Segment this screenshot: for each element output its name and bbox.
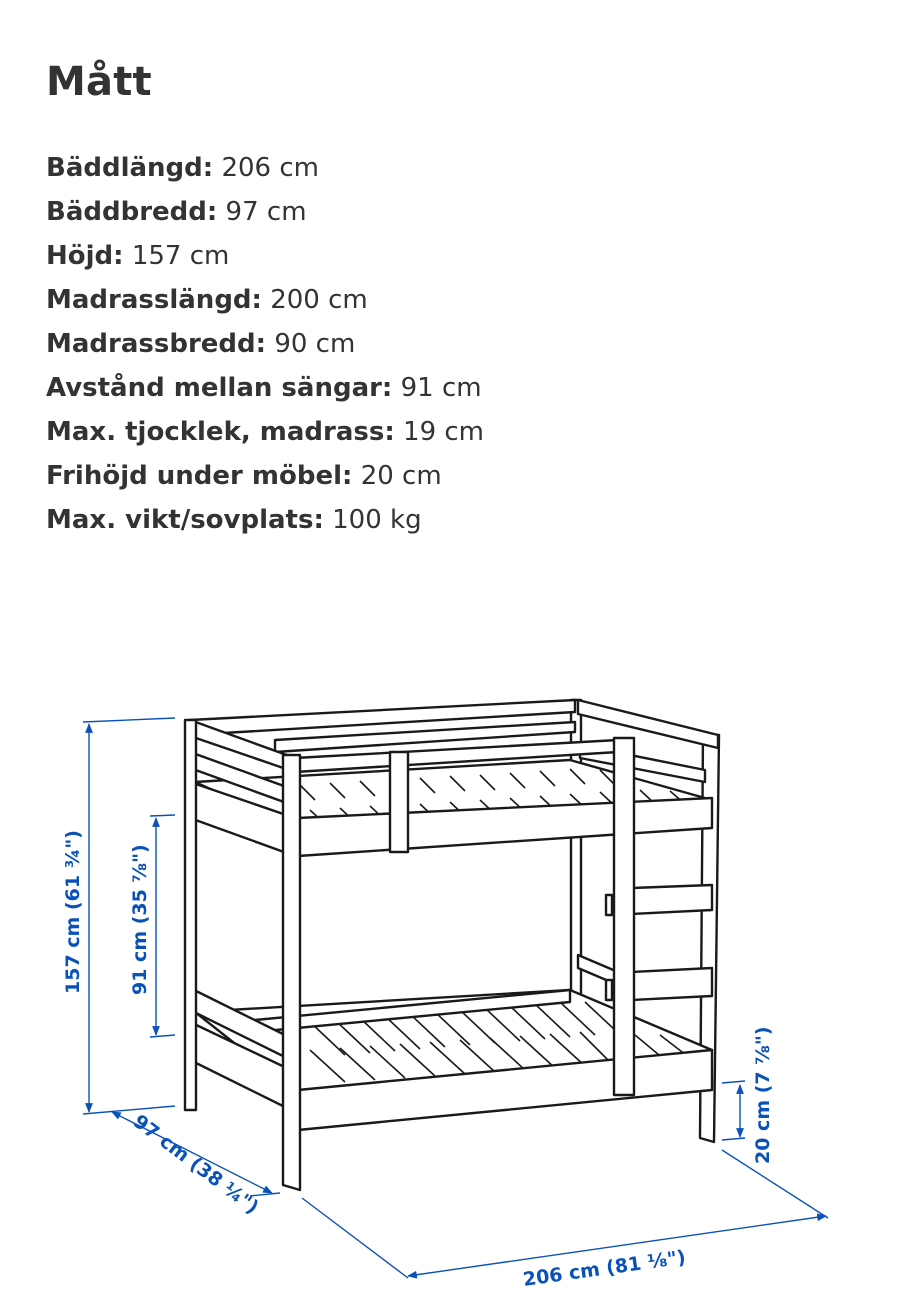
spec-row-clearance	[46, 456, 484, 500]
spec-value: 157 cm	[131, 241, 230, 271]
height-dimension-label: 157 cm (61 ¾")	[62, 830, 84, 994]
clearance-dimension-label: 20 cm (7 ⅞")	[752, 1026, 774, 1164]
spec-row-bed-length	[46, 148, 484, 192]
spec-row-mattress-width	[46, 324, 484, 368]
spec-label: Max. vikt/sovplats:	[46, 505, 324, 535]
spec-value: 200 cm	[270, 285, 368, 315]
spec-label: Bäddlängd:	[46, 153, 214, 183]
spec-row-bed-width	[46, 192, 484, 236]
spec-value: 90 cm	[274, 329, 356, 359]
spec-label: Max. tjocklek, madrass:	[46, 417, 395, 447]
spec-row-height	[46, 236, 484, 280]
spec-row-bed-spacing	[46, 368, 484, 412]
spec-label: Höjd:	[46, 241, 124, 271]
spec-label: Frihöjd under möbel:	[46, 461, 353, 491]
spec-value: 206 cm	[221, 153, 319, 183]
spec-label: Madrassbredd:	[46, 329, 267, 359]
bed-spacing-dimension-label: 91 cm (35 ⅞")	[129, 844, 151, 995]
spec-row-max-weight	[46, 500, 484, 544]
width-dimension-label: 97 cm (38 ¼")	[128, 1110, 263, 1219]
spec-value: 19 cm	[403, 417, 485, 447]
spec-label: Avstånd mellan sängar:	[46, 373, 393, 403]
bed-drawing	[185, 700, 719, 1190]
spec-value: 100 kg	[332, 505, 422, 535]
bunk-bed-dimension-diagram	[0, 680, 906, 1316]
spec-value: 91 cm	[400, 373, 482, 403]
spec-value: 20 cm	[360, 461, 442, 491]
spec-label: Madrasslängd:	[46, 285, 262, 315]
spec-row-mattress-length	[46, 280, 484, 324]
page-title: Mått	[46, 59, 152, 105]
spec-label: Bäddbredd:	[46, 197, 218, 227]
spec-row-max-mattress-thickness	[46, 412, 484, 456]
spec-value: 97 cm	[225, 197, 307, 227]
length-dimension-label: 206 cm (81 ⅛")	[521, 1246, 688, 1291]
spec-list	[46, 148, 484, 544]
